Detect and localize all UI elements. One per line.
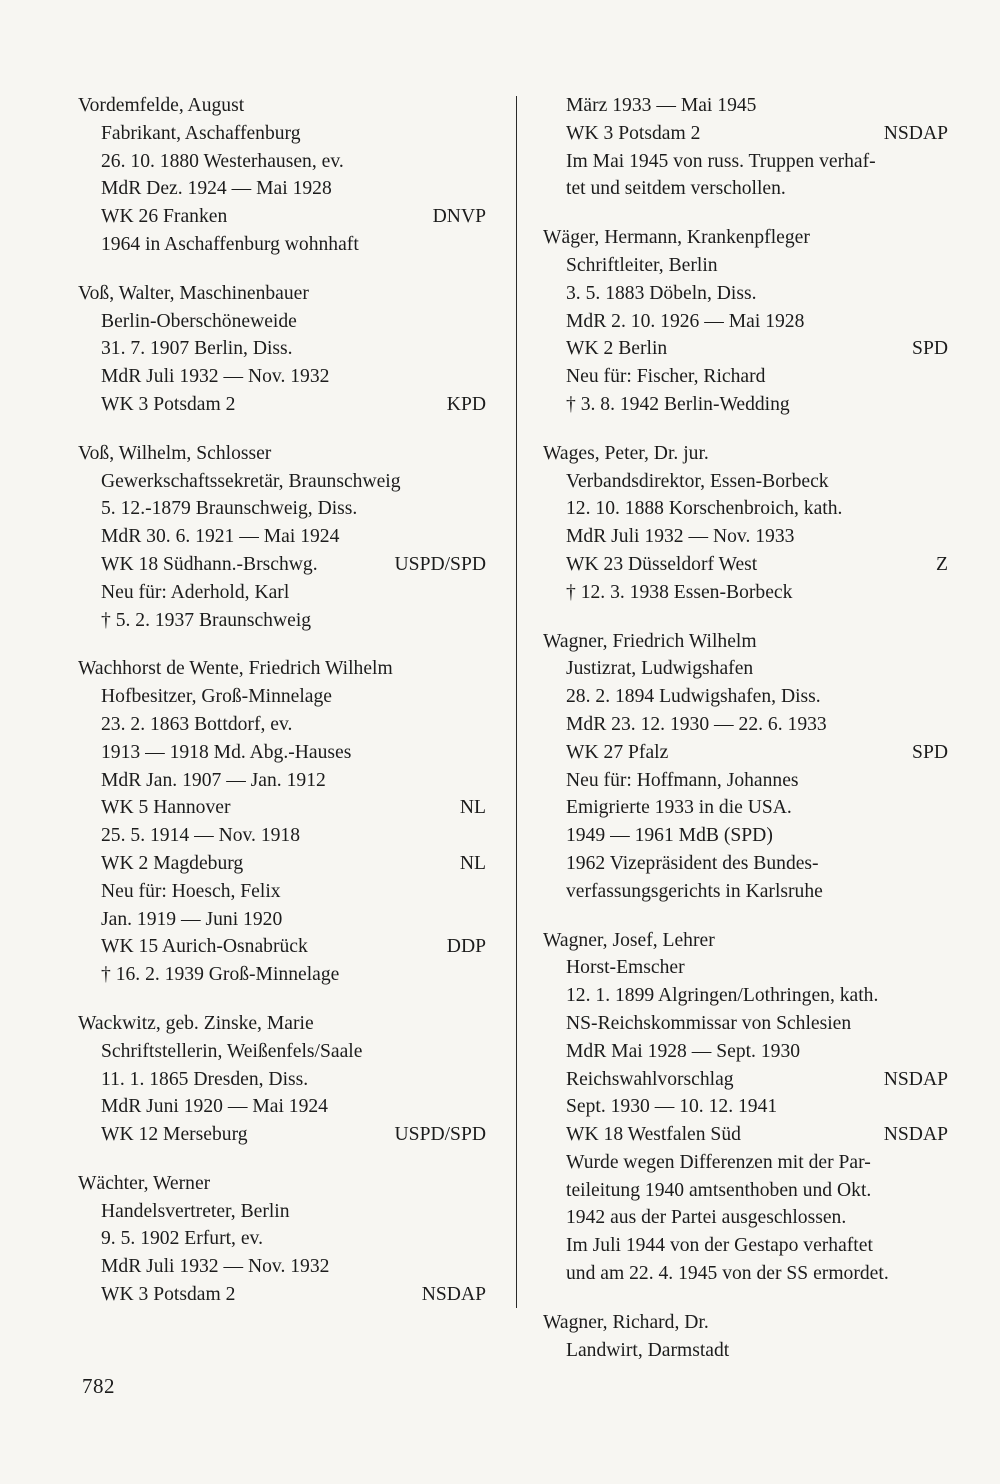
biography-entry <box>78 280 486 419</box>
entry-line <box>543 1066 948 1094</box>
entry-name: Wagner, Josef, Lehrer <box>543 929 715 951</box>
entry-name: Wagner, Richard, Dr. <box>543 1311 709 1333</box>
constituency: WK 3 Potsdam 2 <box>566 122 701 144</box>
entry-line: Verbandsdirektor, Essen-Borbeck <box>566 470 829 492</box>
entry-line <box>543 120 948 148</box>
biography-entry <box>543 1309 948 1365</box>
biography-entry <box>78 92 486 259</box>
constituency: Reichswahlvorschlag <box>566 1068 734 1090</box>
entry-line <box>78 850 486 878</box>
entry-name: Voß, Wilhelm, Schlosser <box>78 442 272 464</box>
party-label: NSDAP <box>883 122 948 144</box>
column-divider <box>516 96 517 1308</box>
entry-line: Neu für: Hoesch, Felix <box>101 880 281 902</box>
constituency: WK 2 Berlin <box>566 338 668 360</box>
entry-line: Handelsvertreter, Berlin <box>101 1200 290 1222</box>
party-label: KPD <box>446 393 486 415</box>
entry-line <box>543 551 948 579</box>
party-label: DDP <box>446 936 486 958</box>
entry-line: 31. 7. 1907 Berlin, Diss. <box>101 338 293 360</box>
entry-line: 1964 in Aschaffenburg wohnhaft <box>101 233 359 255</box>
entry-line: Jan. 1919 — Juni 1920 <box>101 908 283 930</box>
entry-line: Horst-Emscher <box>566 957 685 979</box>
entry-line: 23. 2. 1863 Bottdorf, ev. <box>101 713 293 735</box>
entry-line: 3. 5. 1883 Döbeln, Diss. <box>566 282 757 304</box>
entry-name: Wäger, Hermann, Krankenpfleger <box>543 227 810 249</box>
entry-line: März 1933 — Mai 1945 <box>566 95 757 116</box>
entry-name: Vordemfelde, August <box>78 95 245 116</box>
entry-line: MdR Mai 1928 — Sept. 1930 <box>566 1040 801 1062</box>
entry-line: MdR Juli 1932 — Nov. 1932 <box>101 1256 330 1278</box>
constituency: WK 2 Magdeburg <box>101 852 244 874</box>
entry-line: 11. 1. 1865 Dresden, Diss. <box>101 1068 309 1090</box>
entry-name: Wagner, Friedrich Wilhelm <box>543 630 757 652</box>
entry-line: MdR Jan. 1907 — Jan. 1912 <box>101 769 326 791</box>
biography-entry <box>543 628 948 906</box>
entry-line: MdR Juni 1920 — Mai 1924 <box>101 1096 328 1118</box>
entry-name: Wächter, Werner <box>78 1172 211 1194</box>
entry-line: Schriftleiter, Berlin <box>566 254 718 276</box>
entry-line: Neu für: Aderhold, Karl <box>101 581 290 603</box>
constituency: WK 26 Franken <box>101 206 228 228</box>
entry-line: Gewerkschaftssekretär, Braunschweig <box>101 470 401 492</box>
entry-line: MdR 23. 12. 1930 — 22. 6. 1933 <box>566 713 827 735</box>
entry-line: Im Juli 1944 von der Gestapo verhaftet <box>566 1235 873 1257</box>
entry-line: und am 22. 4. 1945 von der SS ermordet. <box>566 1263 889 1285</box>
entry-line: 12. 1. 1899 Algringen/Lothringen, kath. <box>566 985 879 1007</box>
party-label: USPD/SPD <box>394 1124 486 1146</box>
entry-line: 26. 10. 1880 Westerhausen, ev. <box>101 150 344 172</box>
entry-line: 1962 Vizepräsident des Bundes- <box>566 852 819 874</box>
entry-line <box>78 391 486 419</box>
entry-line: Wurde wegen Differenzen mit der Par- <box>566 1151 871 1173</box>
entry-line <box>543 1121 948 1149</box>
entry-line: 9. 5. 1902 Erfurt, ev. <box>101 1228 263 1250</box>
biography-entry <box>78 440 486 635</box>
entry-line: 5. 12.-1879 Braunschweig, Diss. <box>101 498 358 520</box>
entry-line: 1913 — 1918 Md. Abg.-Hauses <box>101 741 352 763</box>
party-label: Z <box>936 553 948 575</box>
entry-line: Fabrikant, Aschaffenburg <box>101 122 301 144</box>
entry-line: MdR 2. 10. 1926 — Mai 1928 <box>566 310 805 332</box>
entry-line <box>78 1281 486 1309</box>
biography-entry <box>78 1170 486 1309</box>
entry-line: teileitung 1940 amtsenthoben und Okt. <box>566 1179 872 1201</box>
entry-line: Landwirt, Darmstadt <box>566 1339 730 1361</box>
right-column <box>543 92 948 1385</box>
entry-line: † 12. 3. 1938 Essen-Borbeck <box>566 581 793 603</box>
entry-line <box>78 551 486 579</box>
constituency: WK 3 Potsdam 2 <box>101 393 236 415</box>
entry-line: MdR 30. 6. 1921 — Mai 1924 <box>101 526 340 548</box>
entry-line: † 5. 2. 1937 Braunschweig <box>101 609 312 631</box>
party-label: NSDAP <box>883 1124 948 1146</box>
entry-line: Im Mai 1945 von russ. Truppen verhaf- <box>566 150 876 172</box>
biography-entry <box>543 224 948 419</box>
party-label: NSDAP <box>883 1068 948 1090</box>
entry-name: Wachhorst de Wente, Friedrich Wilhelm <box>78 658 393 680</box>
entry-line: Sept. 1930 — 10. 12. 1941 <box>566 1096 778 1118</box>
party-label: NSDAP <box>421 1284 486 1306</box>
entry-line: 28. 2. 1894 Ludwigshafen, Diss. <box>566 686 821 708</box>
entry-line <box>78 794 486 822</box>
entry-name: Wages, Peter, Dr. jur. <box>543 442 709 464</box>
entry-line <box>78 933 486 961</box>
entry-line: Berlin-Oberschöneweide <box>101 310 297 332</box>
entry-line: Emigrierte 1933 in die USA. <box>566 797 792 819</box>
entry-line: 12. 10. 1888 Korschenbroich, kath. <box>566 498 843 520</box>
entry-line <box>543 335 948 363</box>
entry-continuation <box>543 92 948 203</box>
entry-line: MdR Juli 1932 — Nov. 1933 <box>566 526 795 548</box>
entry-line: 1949 — 1961 MdB (SPD) <box>566 825 773 847</box>
constituency: WK 15 Aurich-Osnabrück <box>101 936 308 958</box>
constituency: WK 18 Südhann.-Brschwg. <box>101 553 318 575</box>
entry-line <box>78 1121 486 1149</box>
entry-line: Schriftstellerin, Weißenfels/Saale <box>101 1040 363 1062</box>
constituency: WK 12 Merseburg <box>101 1124 248 1146</box>
biography-entry <box>543 927 948 1288</box>
left-column <box>78 92 486 1330</box>
entry-line: 1942 aus der Partei ausgeschlossen. <box>566 1207 847 1229</box>
party-label: USPD/SPD <box>394 553 486 575</box>
page-number: 782 <box>82 1374 115 1398</box>
constituency: WK 5 Hannover <box>101 797 231 819</box>
entry-line: MdR Juli 1932 — Nov. 1932 <box>101 366 330 388</box>
party-label: NL <box>459 852 486 874</box>
biography-entry <box>78 1010 486 1149</box>
entry-line: NS-Reichskommissar von Schlesien <box>566 1012 852 1034</box>
party-label: SPD <box>912 338 948 360</box>
constituency: WK 3 Potsdam 2 <box>101 1284 236 1306</box>
entry-line: Neu für: Hoffmann, Johannes <box>566 769 799 791</box>
entry-name: Wackwitz, geb. Zinske, Marie <box>78 1012 314 1034</box>
entry-line: Neu für: Fischer, Richard <box>566 366 766 388</box>
constituency: WK 18 Westfalen Süd <box>566 1124 741 1146</box>
entry-line: Hofbesitzer, Groß-Minnelage <box>101 686 332 708</box>
entry-line: MdR Dez. 1924 — Mai 1928 <box>101 178 332 200</box>
constituency: WK 27 Pfalz <box>566 741 669 763</box>
party-label: DNVP <box>432 206 486 228</box>
entry-line: † 16. 2. 1939 Groß-Minnelage <box>101 964 340 986</box>
biography-entry <box>78 655 486 989</box>
entry-line: 25. 5. 1914 — Nov. 1918 <box>101 825 301 847</box>
entry-name: Voß, Walter, Maschinenbauer <box>78 282 309 304</box>
entry-line <box>78 203 486 231</box>
constituency: WK 23 Düsseldorf West <box>566 553 758 575</box>
party-label: NL <box>459 797 486 819</box>
entry-line: verfassungsgerichts in Karlsruhe <box>566 880 823 902</box>
party-label: SPD <box>912 741 948 763</box>
biography-entry <box>543 440 948 607</box>
entry-line: † 3. 8. 1942 Berlin-Wedding <box>566 393 790 415</box>
entry-line: Justizrat, Ludwigshafen <box>566 658 754 680</box>
entry-line <box>543 739 948 767</box>
entry-line: tet und seitdem verschollen. <box>566 178 786 200</box>
